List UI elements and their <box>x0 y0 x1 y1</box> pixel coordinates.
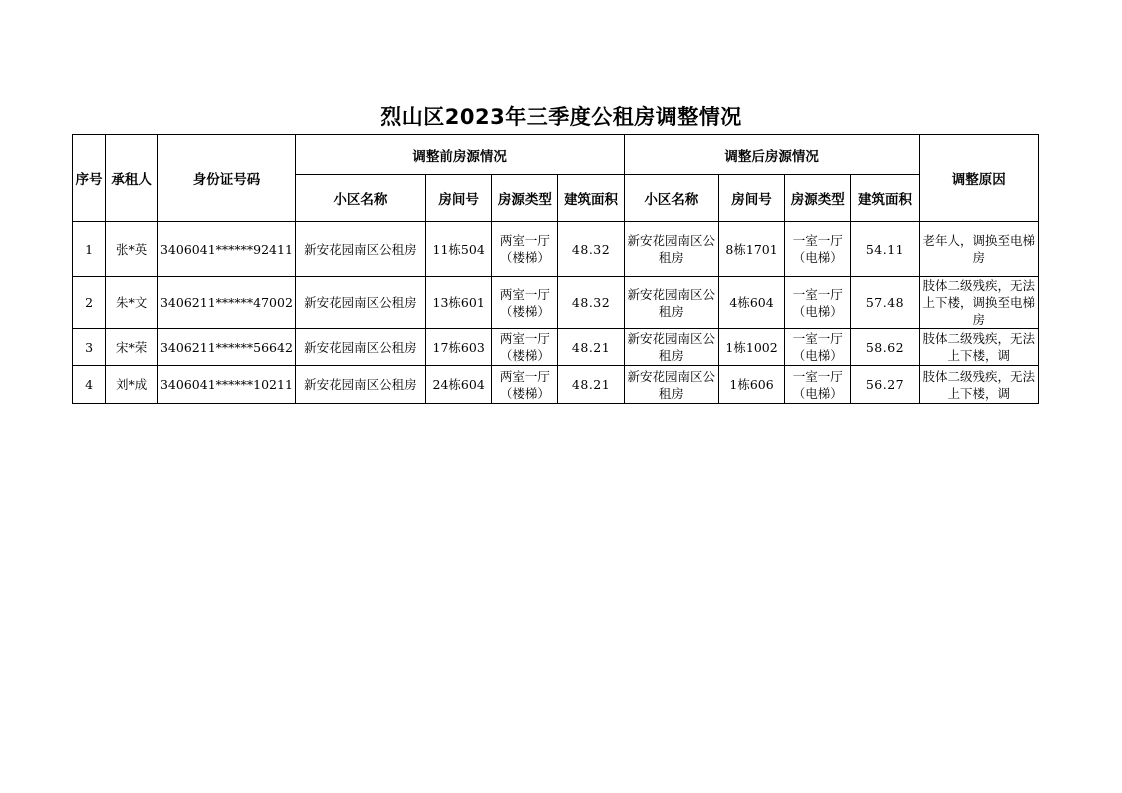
cell-before-room: 17栋603 <box>426 329 492 366</box>
cell-before-community: 新安花园南区公租房 <box>295 366 425 404</box>
table-row <box>73 222 1039 277</box>
cell-after-area: 58.62 <box>851 329 919 366</box>
header-row-1 <box>73 135 1039 175</box>
cell-reason: 肢体二级残疾，无法上下楼，调换至电梯房 <box>919 277 1038 329</box>
housing-adjustment-table <box>72 134 1039 404</box>
cell-after-type: 一室一厅（电梯） <box>785 222 851 277</box>
header-before-type: 房源类型 <box>492 175 558 222</box>
cell-tenant: 宋*荣 <box>106 329 158 366</box>
header-after-group: 调整后房源情况 <box>624 135 919 175</box>
cell-before-area: 48.32 <box>558 277 624 329</box>
table-row <box>73 329 1039 366</box>
cell-after-area: 56.27 <box>851 366 919 404</box>
cell-after-community: 新安花园南区公租房 <box>624 366 718 404</box>
cell-id: 3406041******10211 <box>158 366 295 404</box>
header-reason: 调整原因 <box>919 135 1038 222</box>
cell-tenant: 张*英 <box>106 222 158 277</box>
cell-tenant: 朱*文 <box>106 277 158 329</box>
cell-id: 3406211******56642 <box>158 329 295 366</box>
header-before-group: 调整前房源情况 <box>295 135 624 175</box>
cell-after-type: 一室一厅（电梯） <box>785 366 851 404</box>
header-tenant: 承租人 <box>106 135 158 222</box>
cell-after-room: 4栋604 <box>718 277 784 329</box>
header-before-area: 建筑面积 <box>558 175 624 222</box>
cell-before-community: 新安花园南区公租房 <box>295 222 425 277</box>
cell-seq: 2 <box>73 277 106 329</box>
cell-id: 3406211******47002 <box>158 277 295 329</box>
table-row <box>73 277 1039 329</box>
cell-reason: 肢体二级残疾，无法上下楼，调 <box>919 366 1038 404</box>
cell-before-type: 两室一厅（楼梯） <box>492 366 558 404</box>
cell-after-type: 一室一厅（电梯） <box>785 329 851 366</box>
cell-before-room: 24栋604 <box>426 366 492 404</box>
cell-seq: 4 <box>73 366 106 404</box>
cell-before-room: 11栋504 <box>426 222 492 277</box>
header-id: 身份证号码 <box>158 135 295 222</box>
cell-before-type: 两室一厅（楼梯） <box>492 277 558 329</box>
cell-after-room: 1栋606 <box>718 366 784 404</box>
table-row <box>73 366 1039 404</box>
cell-after-community: 新安花园南区公租房 <box>624 222 718 277</box>
cell-after-type: 一室一厅（电梯） <box>785 277 851 329</box>
cell-after-community: 新安花园南区公租房 <box>624 329 718 366</box>
cell-before-community: 新安花园南区公租房 <box>295 329 425 366</box>
cell-before-area: 48.21 <box>558 366 624 404</box>
cell-seq: 3 <box>73 329 106 366</box>
cell-reason: 老年人，调换至电梯房 <box>919 222 1038 277</box>
cell-id: 3406041******92411 <box>158 222 295 277</box>
header-after-community: 小区名称 <box>624 175 718 222</box>
header-before-community: 小区名称 <box>295 175 425 222</box>
cell-after-area: 54.11 <box>851 222 919 277</box>
cell-before-type: 两室一厅（楼梯） <box>492 222 558 277</box>
cell-after-area: 57.48 <box>851 277 919 329</box>
cell-seq: 1 <box>73 222 106 277</box>
cell-before-area: 48.21 <box>558 329 624 366</box>
header-seq: 序号 <box>73 135 106 222</box>
header-after-area: 建筑面积 <box>851 175 919 222</box>
document-title: 烈山区2023年三季度公租房调整情况 <box>380 105 742 129</box>
cell-after-room: 8栋1701 <box>718 222 784 277</box>
header-before-room: 房间号 <box>426 175 492 222</box>
header-after-room: 房间号 <box>718 175 784 222</box>
cell-after-community: 新安花园南区公租房 <box>624 277 718 329</box>
cell-tenant: 刘*成 <box>106 366 158 404</box>
cell-reason: 肢体二级残疾，无法上下楼，调 <box>919 329 1038 366</box>
cell-before-room: 13栋601 <box>426 277 492 329</box>
cell-before-area: 48.32 <box>558 222 624 277</box>
header-after-type: 房源类型 <box>785 175 851 222</box>
cell-after-room: 1栋1002 <box>718 329 784 366</box>
cell-before-type: 两室一厅（楼梯） <box>492 329 558 366</box>
cell-before-community: 新安花园南区公租房 <box>295 277 425 329</box>
